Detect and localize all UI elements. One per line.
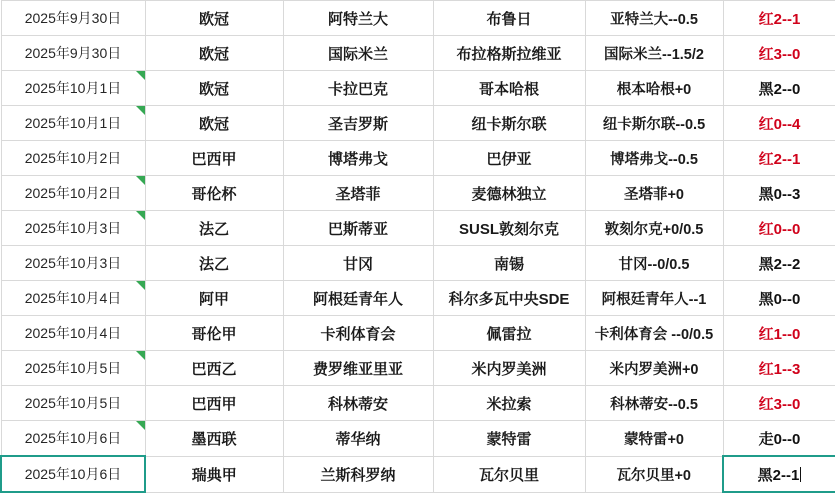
handicap-pick: 瓦尔贝里+0	[585, 456, 723, 492]
match-result: 黑2--2	[723, 246, 835, 281]
match-date: 2025年10月5日	[1, 351, 145, 386]
away-team: 科尔多瓦中央SDE	[433, 281, 585, 316]
handicap-pick: 根本哈根+0	[585, 71, 723, 106]
text-caret	[800, 467, 801, 482]
home-team: 圣吉罗斯	[283, 106, 433, 141]
away-team: 哥本哈根	[433, 71, 585, 106]
match-result: 红3--0	[723, 386, 835, 421]
away-team: 纽卡斯尔联	[433, 106, 585, 141]
away-team: 佩雷拉	[433, 316, 585, 351]
handicap-pick: 米内罗美洲+0	[585, 351, 723, 386]
match-date: 2025年10月1日	[1, 106, 145, 141]
match-date: 2025年10月2日	[1, 176, 145, 211]
table-row	[1, 421, 835, 457]
handicap-pick: 亚特兰大--0.5	[585, 1, 723, 36]
league-name: 墨西联	[145, 421, 283, 457]
home-team: 费罗维亚里亚	[283, 351, 433, 386]
table-body	[1, 1, 835, 493]
league-name: 欧冠	[145, 71, 283, 106]
table-row	[1, 176, 835, 211]
match-result: 红2--1	[723, 141, 835, 176]
away-team: 米内罗美洲	[433, 351, 585, 386]
match-date: 2025年10月3日	[1, 246, 145, 281]
handicap-pick: 阿根廷青年人--1	[585, 281, 723, 316]
home-team: 阿根廷青年人	[283, 281, 433, 316]
league-name: 法乙	[145, 246, 283, 281]
away-team: 南锡	[433, 246, 585, 281]
league-name: 巴西甲	[145, 141, 283, 176]
match-result: 红1--3	[723, 351, 835, 386]
handicap-pick: 甘冈--0/0.5	[585, 246, 723, 281]
home-team: 国际米兰	[283, 36, 433, 71]
home-team: 阿特兰大	[283, 1, 433, 36]
match-date: 2025年10月3日	[1, 211, 145, 246]
home-team: 圣塔菲	[283, 176, 433, 211]
league-name: 巴西甲	[145, 386, 283, 421]
match-date: 2025年10月5日	[1, 386, 145, 421]
away-team: 蒙特雷	[433, 421, 585, 457]
table-row	[1, 316, 835, 351]
home-team: 巴斯蒂亚	[283, 211, 433, 246]
match-result: 红2--1	[723, 1, 835, 36]
home-team: 博塔弗戈	[283, 141, 433, 176]
handicap-pick: 卡利体育会 --0/0.5	[585, 316, 723, 351]
match-date: 2025年10月4日	[1, 316, 145, 351]
match-date: 2025年9月30日	[1, 36, 145, 71]
table-row	[1, 456, 835, 492]
away-team: 米拉索	[433, 386, 585, 421]
match-date: 2025年10月2日	[1, 141, 145, 176]
away-team: 布拉格斯拉维亚	[433, 36, 585, 71]
handicap-pick: 敦刻尔克+0/0.5	[585, 211, 723, 246]
table-row	[1, 36, 835, 71]
match-date: 2025年10月4日	[1, 281, 145, 316]
table-row	[1, 211, 835, 246]
away-team: 巴伊亚	[433, 141, 585, 176]
league-name: 欧冠	[145, 106, 283, 141]
match-date: 2025年10月1日	[1, 71, 145, 106]
league-name: 法乙	[145, 211, 283, 246]
league-name: 阿甲	[145, 281, 283, 316]
match-result: 红0--0	[723, 211, 835, 246]
match-date: 2025年9月30日	[1, 1, 145, 36]
home-team: 卡拉巴克	[283, 71, 433, 106]
table-row	[1, 71, 835, 106]
handicap-pick: 蒙特雷+0	[585, 421, 723, 457]
home-team: 甘冈	[283, 246, 433, 281]
table-row	[1, 141, 835, 176]
match-result: 黑0--0	[723, 281, 835, 316]
home-team: 蒂华纳	[283, 421, 433, 457]
match-result: 黑2--1	[723, 456, 835, 492]
handicap-pick: 纽卡斯尔联--0.5	[585, 106, 723, 141]
league-name: 巴西乙	[145, 351, 283, 386]
match-result: 走0--0	[723, 421, 835, 457]
league-name: 哥伦杯	[145, 176, 283, 211]
match-result: 黑0--3	[723, 176, 835, 211]
away-team: 瓦尔贝里	[433, 456, 585, 492]
table-row	[1, 1, 835, 36]
league-name: 欧冠	[145, 1, 283, 36]
match-result: 红0--4	[723, 106, 835, 141]
league-name: 瑞典甲	[145, 456, 283, 492]
table-row	[1, 246, 835, 281]
league-name: 哥伦甲	[145, 316, 283, 351]
home-team: 卡利体育会	[283, 316, 433, 351]
handicap-pick: 国际米兰--1.5/2	[585, 36, 723, 71]
league-name: 欧冠	[145, 36, 283, 71]
home-team: 科林蒂安	[283, 386, 433, 421]
handicap-pick: 科林蒂安--0.5	[585, 386, 723, 421]
match-result: 黑2--0	[723, 71, 835, 106]
handicap-pick: 博塔弗戈--0.5	[585, 141, 723, 176]
away-team: SUSL敦刻尔克	[433, 211, 585, 246]
table-row	[1, 351, 835, 386]
match-date: 2025年10月6日	[1, 456, 145, 492]
table-row	[1, 386, 835, 421]
table-row	[1, 106, 835, 141]
match-date: 2025年10月6日	[1, 421, 145, 457]
home-team: 兰斯科罗纳	[283, 456, 433, 492]
match-result: 红1--0	[723, 316, 835, 351]
away-team: 布鲁日	[433, 1, 585, 36]
away-team: 麦德林独立	[433, 176, 585, 211]
handicap-pick: 圣塔菲+0	[585, 176, 723, 211]
match-result: 红3--0	[723, 36, 835, 71]
table-row	[1, 281, 835, 316]
